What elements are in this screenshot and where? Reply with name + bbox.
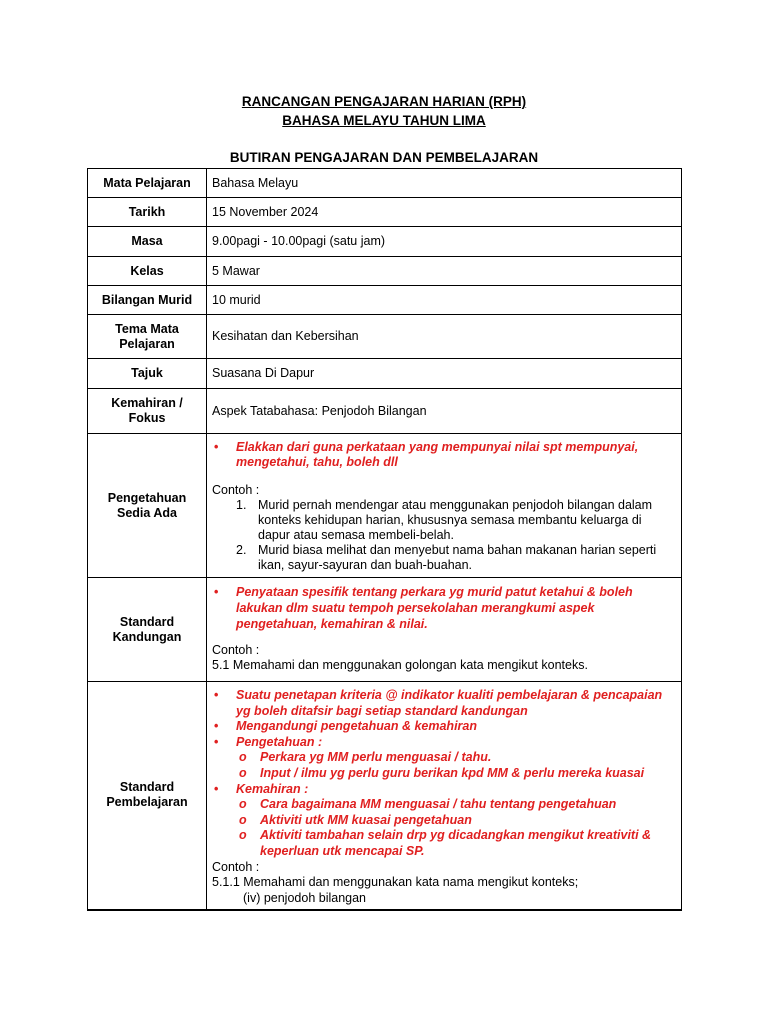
row-value: 10 murid bbox=[207, 286, 682, 315]
list-item bbox=[212, 498, 676, 543]
example-text: 5.1.1 Memahami dan menggunakan kata nama mengikut konteks; bbox=[212, 875, 579, 890]
guideline-subbullet: o Input / ilmu yg perlu guru berikan kpd MM & perlu mereka kuasai bbox=[212, 766, 676, 782]
row-value: Suasana Di Dapur bbox=[207, 359, 682, 389]
row-value: 9.00pagi - 10.00pagi (satu jam) bbox=[207, 227, 682, 257]
table-row bbox=[88, 198, 682, 227]
row-label: Standard Pembelajaran bbox=[88, 682, 207, 910]
row-label: Tarikh bbox=[88, 198, 207, 227]
guideline-note: • Penyataan spesifik tentang perkara yg murid patut ketahui & boleh lakukan dlm suatu tempoh persekolahan merangkumi aspek pengetahuan, kemahiran & nilai. bbox=[212, 584, 676, 632]
row-value: 5 Mawar bbox=[207, 257, 682, 286]
row-label: Mata Pelajaran bbox=[88, 169, 207, 198]
guideline-subbullet: o Perkara yg MM perlu menguasai / tahu. bbox=[212, 750, 676, 766]
row-value: Kesihatan dan Kebersihan bbox=[207, 315, 682, 359]
table-row bbox=[88, 315, 682, 359]
item-number: 1. bbox=[236, 498, 247, 512]
table-row bbox=[88, 578, 682, 682]
example-subtext: (iv) penjodoh bilangan bbox=[243, 890, 367, 905]
row-label: Pengetahuan Sedia Ada bbox=[88, 434, 207, 578]
guideline-subbullet: o Aktiviti utk MM kuasai pengetahuan bbox=[212, 813, 676, 829]
table-row bbox=[88, 682, 682, 910]
row-label: Kelas bbox=[88, 257, 207, 286]
row-label: Tema Mata Pelajaran bbox=[88, 315, 207, 359]
guideline-subbullet: o Aktiviti tambahan selain drp yg dicadangkan mengikut kreativiti & keperluan utk mencapai SP. bbox=[212, 828, 676, 859]
row-value bbox=[207, 578, 682, 682]
lesson-plan-table bbox=[87, 168, 682, 911]
list-item bbox=[212, 543, 676, 573]
row-value: 15 November 2024 bbox=[207, 198, 682, 227]
table-row bbox=[88, 286, 682, 315]
item-text: Murid pernah mendengar atau menggunakan penjodoh bilangan dalam konteks kehidupan harian, khususnya semasa membantu keluarga di dapur atau semasa membeli-belah. bbox=[258, 498, 653, 542]
table-row bbox=[88, 359, 682, 389]
document-subtitle: BAHASA MELAYU TAHUN LIMA bbox=[282, 113, 486, 128]
section-title: BUTIRAN PENGAJARAN DAN PEMBELAJARAN bbox=[229, 150, 539, 165]
guideline-note: • Elakkan dari guna perkataan yang mempunyai nilai spt mempunyai, mengetahui, tahu, boleh dll bbox=[212, 440, 676, 470]
table-row bbox=[88, 227, 682, 257]
item-text: Murid biasa melihat dan menyebut nama bahan makanan harian seperti ikan, sayur-sayuran dan buah-buahan. bbox=[258, 543, 657, 572]
guideline-bullet: • Pengetahuan : bbox=[212, 735, 676, 751]
guideline-bullet: • Suatu penetapan kriteria @ indikator kualiti pembelajaran & pencapaian yg boleh ditafsir bagi setiap standard kandungan bbox=[212, 688, 676, 719]
row-value: Aspek Tatabahasa: Penjodoh Bilangan bbox=[207, 389, 682, 434]
row-label: Standard Kandungan bbox=[88, 578, 207, 682]
guideline-bullet: • Kemahiran : bbox=[212, 782, 676, 798]
contoh-label: Contoh : bbox=[212, 643, 260, 657]
row-label: Kemahiran / Fokus bbox=[88, 389, 207, 434]
guideline-subbullet: o Cara bagaimana MM menguasai / tahu tentang pengetahuan bbox=[212, 797, 676, 813]
contoh-label: Contoh : bbox=[212, 859, 260, 874]
contoh-label: Contoh : bbox=[212, 483, 260, 497]
row-value: Bahasa Melayu bbox=[207, 169, 682, 198]
table-row bbox=[88, 389, 682, 434]
row-label: Tajuk bbox=[88, 359, 207, 389]
table-row bbox=[88, 169, 682, 198]
row-label: Masa bbox=[88, 227, 207, 257]
item-number: 2. bbox=[236, 543, 247, 557]
row-label: Bilangan Murid bbox=[88, 286, 207, 315]
document-title: RANCANGAN PENGAJARAN HARIAN (RPH) bbox=[241, 94, 527, 109]
guideline-bullet: • Mengandungi pengetahuan & kemahiran bbox=[212, 719, 676, 735]
table-row bbox=[88, 434, 682, 578]
row-value bbox=[207, 434, 682, 578]
row-value bbox=[207, 682, 682, 910]
table-row bbox=[88, 257, 682, 286]
example-text: 5.1 Memahami dan menggunakan golongan kata mengikut konteks. bbox=[212, 658, 588, 672]
